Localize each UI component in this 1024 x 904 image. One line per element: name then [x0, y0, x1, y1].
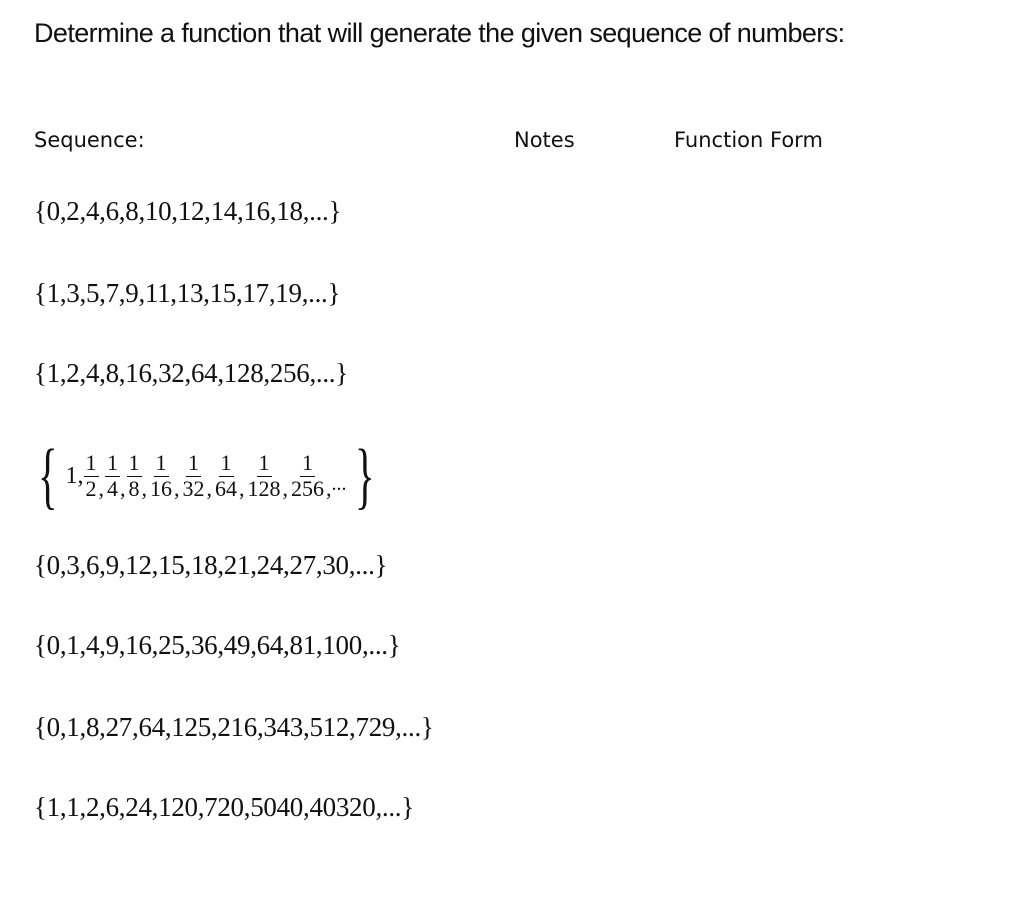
fraction-term: $\frac{1}{8}$	[128, 450, 140, 501]
function-form-column-header: Function Form	[674, 128, 823, 152]
sequence-powers-of-two: {1,2,4,8,16,32,64,128,256,...}	[34, 358, 348, 388]
open-brace: {	[37, 435, 58, 517]
fraction-term: $\frac{1}{2}$	[85, 450, 97, 501]
sequence-even-numbers: {0,2,4,6,8,10,12,14,16,18,...}	[34, 196, 342, 226]
fraction-term: $\frac{1}{4}$	[107, 450, 119, 501]
sequence-column-header: Sequence:	[34, 128, 145, 152]
page-title: Determine a function that will generate the given sequence of numbers:	[34, 18, 845, 48]
sequence-multiples-of-three: {0,3,6,9,12,15,18,21,24,27,30,...}	[34, 550, 388, 580]
sequence-odd-numbers: {1,3,5,7,9,11,13,15,17,19,...}	[34, 278, 341, 308]
notes-column-header: Notes	[514, 128, 575, 152]
fraction-term: $\frac{1}{256}$	[291, 450, 325, 501]
sequence-cubes: {0,1,8,27,64,125,216,343,512,729,...}	[34, 712, 434, 742]
sequence-factorials: {1,1,2,6,24,120,720,5040,40320,...}	[34, 792, 414, 822]
close-brace: }	[354, 435, 375, 517]
fraction-term: $\frac{1}{32}$	[182, 450, 205, 501]
sequence-reciprocal-powers-of-two: { 1, $\frac{1}{2}$ , $\frac{1}{4}$ , $\frac{1}{8}$ , $\frac{1}{16}$ , $\frac{1}{32}$ , $\frac{1}{64}$ , $\frac{1}{128}$ , $\frac{1}{256}$ , ... }	[37, 435, 375, 517]
fraction-term: $\frac{1}{16}$	[150, 450, 173, 501]
ellipsis: ...	[331, 473, 347, 495]
first-term: 1,	[65, 462, 84, 489]
fraction-term: $\frac{1}{128}$	[247, 450, 281, 501]
fraction-term: $\frac{1}{64}$	[215, 450, 238, 501]
sequence-squares: {0,1,4,9,16,25,36,49,64,81,100,...}	[34, 630, 401, 660]
